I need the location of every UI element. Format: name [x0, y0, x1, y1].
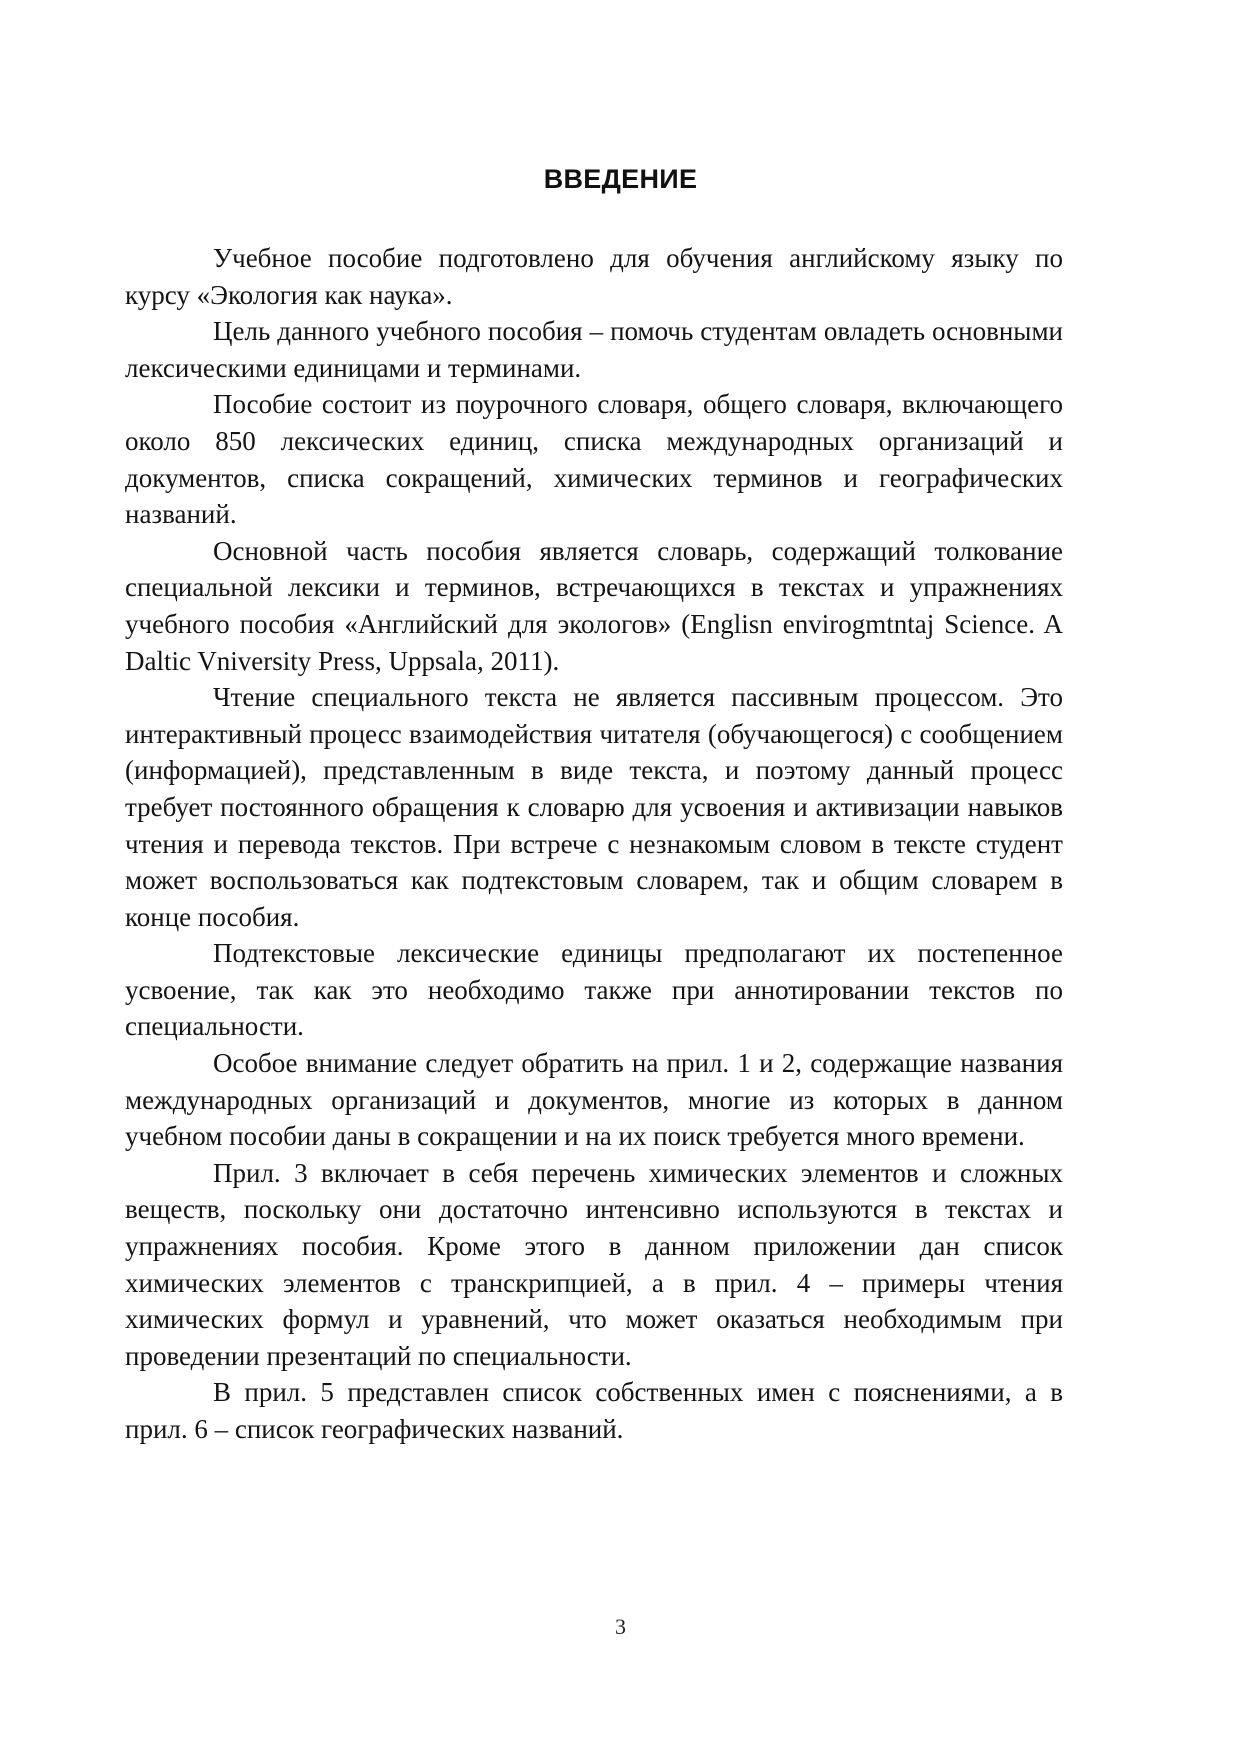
- paragraph: Чтение специального текста не является пассивным процессом. Это интерактивный процесс взаимодействия читателя (обучающегося) с сообщением (информацией), представленным в виде текста, и поэтому данный процесс требует постоянного обращения к словарю для усвоения и активизации навыков чтения и перевода текстов. При встрече с незнакомым словом в тексте студент может воспользоваться как подтекстовым словарем, так и общим словарем в конце пособия.: [125, 682, 1063, 932]
- paragraph: Подтекстовые лексические единицы предполагают их постепенное усвоение, так как это необходимо также при аннотировании текстов по специальности.: [125, 938, 1063, 1042]
- paragraph: Учебное пособие подготовлено для обучения английскому языку по курсу «Экология как наука».: [125, 243, 1063, 310]
- paragraph: Пособие состоит из поурочного словаря, общего словаря, включающего около 850 лексических единиц, списка международных организаций и документов, списка сокращений, химических терминов и географических названий.: [125, 389, 1063, 530]
- paragraph: Прил. 3 включает в себя перечень химических элементов и сложных веществ, поскольку они достаточно интенсивно используются в текстах и упражнениях пособия. Кроме этого в данном приложении дан список химических элементов с транскрипцией, а в прил. 4 – примеры чтения химических формул и уравнений, что может оказаться необходимым при проведении презентаций по специальности.: [125, 1157, 1063, 1371]
- paragraph: В прил. 5 представлен список собственных имен с пояснениями, а в прил. 6 – список географических названий.: [125, 1377, 1063, 1444]
- paragraph: Цель данного учебного пособия – помочь студентам овладеть основными лексическими единицами и терминами.: [125, 316, 1063, 383]
- paragraph: Особое внимание следует обратить на прил. 1 и 2, содержащие названия международных организаций и документов, многие из которых в данном учебном пособии даны в сокращении и на их поиск требуется много времени.: [125, 1048, 1063, 1152]
- body-text: [125, 240, 1063, 1448]
- paragraph: Основной часть пособия является словарь, содержащий толкование специальной лексики и терминов, встречающихся в текстах и упражнениях учебного пособия «Английский для экологов» (Englisn envirogmtntaj Science. A Daltic Vniversity Press, Uppsala, 2011).: [125, 535, 1063, 676]
- page-number: 3: [615, 1614, 626, 1639]
- page-title: ВВЕДЕНИЕ: [543, 164, 698, 194]
